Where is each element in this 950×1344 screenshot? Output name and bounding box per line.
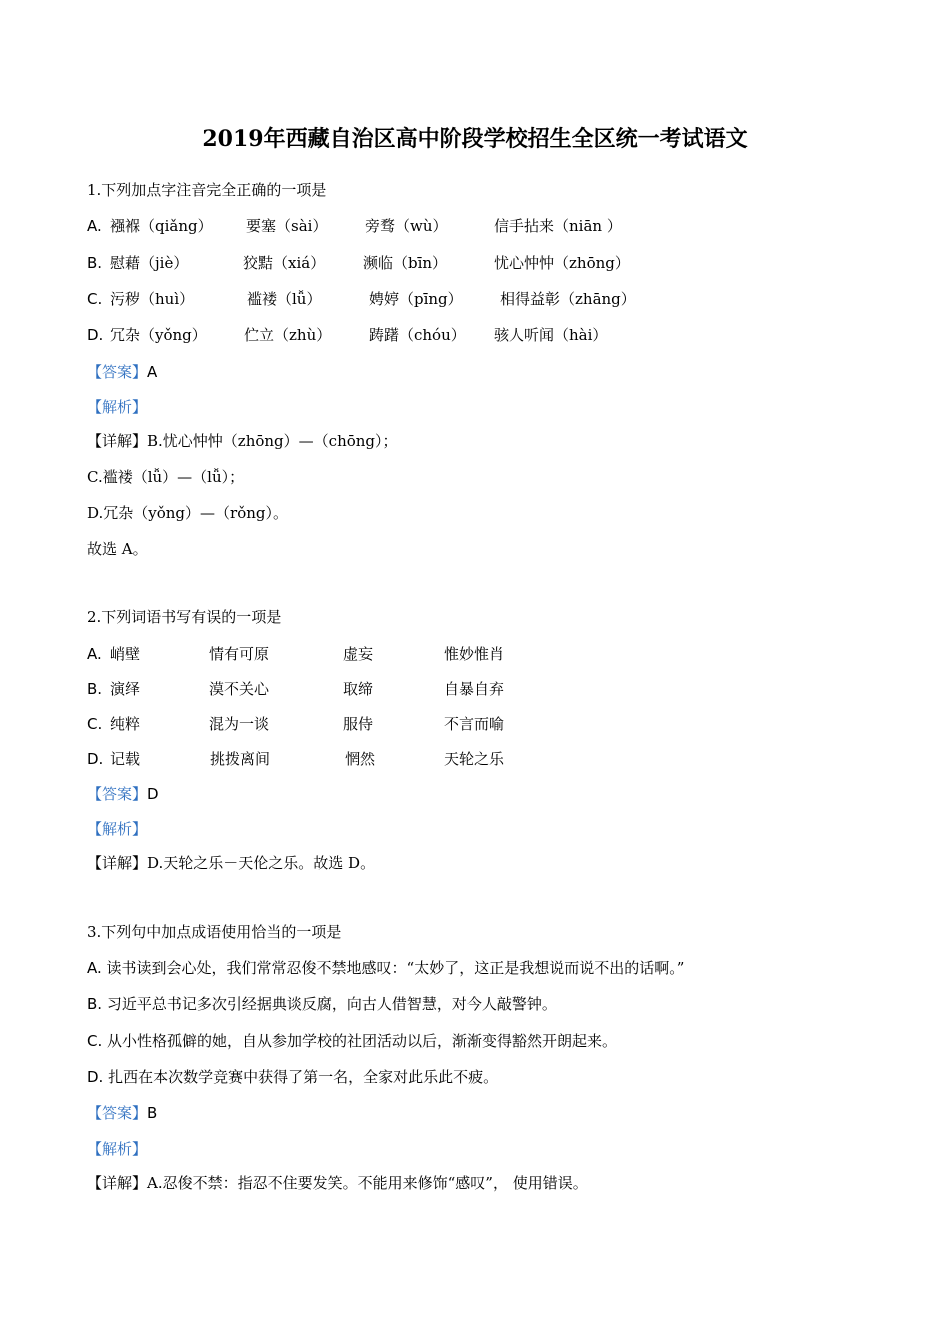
q3-option-c-text: 从小性格孤僻的她，自从参加学校的社团活动以后，渐渐变得豁然开朗起来。	[107, 1032, 618, 1050]
q1-detail-line-4: 故选 A。	[87, 540, 148, 558]
q1-option-c-item-3: 娉婷（pīng）	[369, 290, 463, 308]
q3-analysis-tag: 【解析】	[87, 1140, 148, 1158]
q1-answer	[87, 362, 157, 382]
q1-option-d-item-1: 冗杂（yǒng）	[110, 326, 207, 344]
q1-option-d-item-2: 伫立（zhù）	[244, 326, 332, 344]
q2-answer	[87, 784, 159, 804]
q2-option-c-label: C.	[87, 715, 103, 733]
q2-option-a-label: A.	[87, 645, 102, 663]
q1-answer-value: A	[147, 363, 158, 381]
q2-option-d-item-1: 记载	[110, 750, 141, 768]
q1-analysis-tag: 【解析】	[87, 398, 148, 416]
q1-option-b-item-1: 慰藉（jiè）	[110, 254, 189, 272]
q1-option-b-label: B.	[87, 254, 103, 272]
q2-option-b-label: B.	[87, 680, 103, 698]
q1-option-a-item-2: 要塞（sài）	[246, 217, 328, 235]
q2-option-a-item-3: 虚妄	[343, 645, 374, 663]
q3-option-a-text: 读书读到会心处，我们常常忍俊不禁地感叹：“太妙了，这正是我想说而说不出的话啊。”	[106, 959, 685, 977]
q1-detail-line-3: D.冗杂（yǒng）—（rǒng）。	[87, 504, 288, 522]
q1-detail-line-2: C.褴褛（lǚ）—（lǚ）；	[87, 468, 245, 486]
q1-option-b-item-3: 濒临（bīn）	[363, 254, 448, 272]
q3-detail	[87, 1173, 588, 1193]
q2-option-d-item-3: 惘然	[345, 750, 376, 768]
q3-option-d-text: 扎西在本次数学竞赛中获得了第一名，全家对此乐此不疲。	[108, 1068, 499, 1086]
q1-option-b-item-4: 忧心忡忡（zhōng）	[494, 254, 630, 272]
q1-option-d-item-4: 骇人听闻（hài）	[494, 326, 608, 344]
q1-detail	[87, 431, 398, 451]
q3-option-b-text: 习近平总书记多次引经据典谈反腐，向古人借智慧，对今人敲警钟。	[106, 995, 557, 1013]
q1-option-b-item-2: 狡黠（xiá）	[243, 254, 326, 272]
q1-stem: 1.下列加点字注音完全正确的一项是	[87, 181, 327, 199]
q2-option-d-label: D.	[87, 750, 104, 768]
q2-option-c-item-2: 混为一谈	[209, 715, 270, 733]
q2-option-a-item-4: 惟妙惟肖	[444, 645, 505, 663]
q1-option-d-item-3: 踌躇（chóu）	[369, 326, 466, 344]
q2-answer-value: D	[147, 785, 159, 803]
q1-detail-line-1: B.忧心忡忡（zhōng）—（chōng）；	[147, 432, 398, 450]
q1-option-c-item-2: 褴褛（lǚ）	[247, 290, 322, 308]
q2-option-b-item-4: 自暴自弃	[444, 680, 505, 698]
q1-detail-tag: 【详解】	[87, 432, 148, 450]
q2-option-d-item-4: 天轮之乐	[444, 750, 505, 768]
q3-option-d	[87, 1067, 498, 1087]
q1-option-c-item-4: 相得益彰（zhāng）	[500, 290, 636, 308]
q2-option-b-item-1: 演绎	[110, 680, 141, 698]
q2-option-b-item-2: 漠不关心	[209, 680, 270, 698]
q2-option-c-item-1: 纯粹	[110, 715, 141, 733]
q3-answer	[87, 1103, 157, 1123]
q3-detail-text: A.忍俊不禁：指忍不住要发笑。不能用来修饰“感叹”， 使用错误。	[147, 1174, 588, 1192]
q2-option-a-item-2: 情有可原	[209, 645, 270, 663]
q2-option-c-item-4: 不言而喻	[444, 715, 505, 733]
q1-option-d-label: D.	[87, 326, 104, 344]
q3-option-a	[87, 958, 684, 978]
document-title: 2019年西藏自治区高中阶段学校招生全区统一考试语文	[202, 126, 748, 152]
q3-answer-tag: 【答案】	[87, 1104, 148, 1122]
q1-option-a-item-1: 襁褓（qiǎng）	[110, 217, 213, 235]
q3-option-c	[87, 1031, 617, 1051]
q1-option-a-item-4: 信手拈来（niān ）	[494, 217, 622, 235]
q3-stem: 3.下列句中加点成语使用恰当的一项是	[87, 923, 342, 941]
q2-answer-tag: 【答案】	[87, 785, 148, 803]
q2-option-b-item-3: 取缔	[343, 680, 374, 698]
q3-answer-value: B	[147, 1104, 158, 1122]
q1-option-a-item-3: 旁骛（wù）	[365, 217, 448, 235]
q3-option-d-label: D.	[87, 1068, 104, 1086]
q3-detail-tag: 【详解】	[87, 1174, 148, 1192]
q3-option-b-label: B.	[87, 995, 103, 1013]
q1-option-a-label: A.	[87, 217, 102, 235]
q2-detail-tag: 【详解】	[87, 854, 148, 872]
q1-answer-tag: 【答案】	[87, 363, 148, 381]
q2-stem: 2.下列词语书写有误的一项是	[87, 608, 282, 626]
q2-analysis-tag: 【解析】	[87, 820, 148, 838]
q3-option-b	[87, 994, 557, 1014]
q3-option-c-label: C.	[87, 1032, 103, 1050]
q1-option-c-label: C.	[87, 290, 103, 308]
q2-detail-text: D.天轮之乐－天伦之乐。故选 D。	[147, 854, 376, 872]
q3-option-a-label: A.	[87, 959, 102, 977]
q1-option-c-item-1: 污秽（huì）	[110, 290, 195, 308]
q2-option-d-item-2: 挑拨离间	[210, 750, 271, 768]
q2-detail	[87, 853, 375, 873]
q2-option-c-item-3: 服侍	[343, 715, 374, 733]
q2-option-a-item-1: 峭壁	[110, 645, 141, 663]
